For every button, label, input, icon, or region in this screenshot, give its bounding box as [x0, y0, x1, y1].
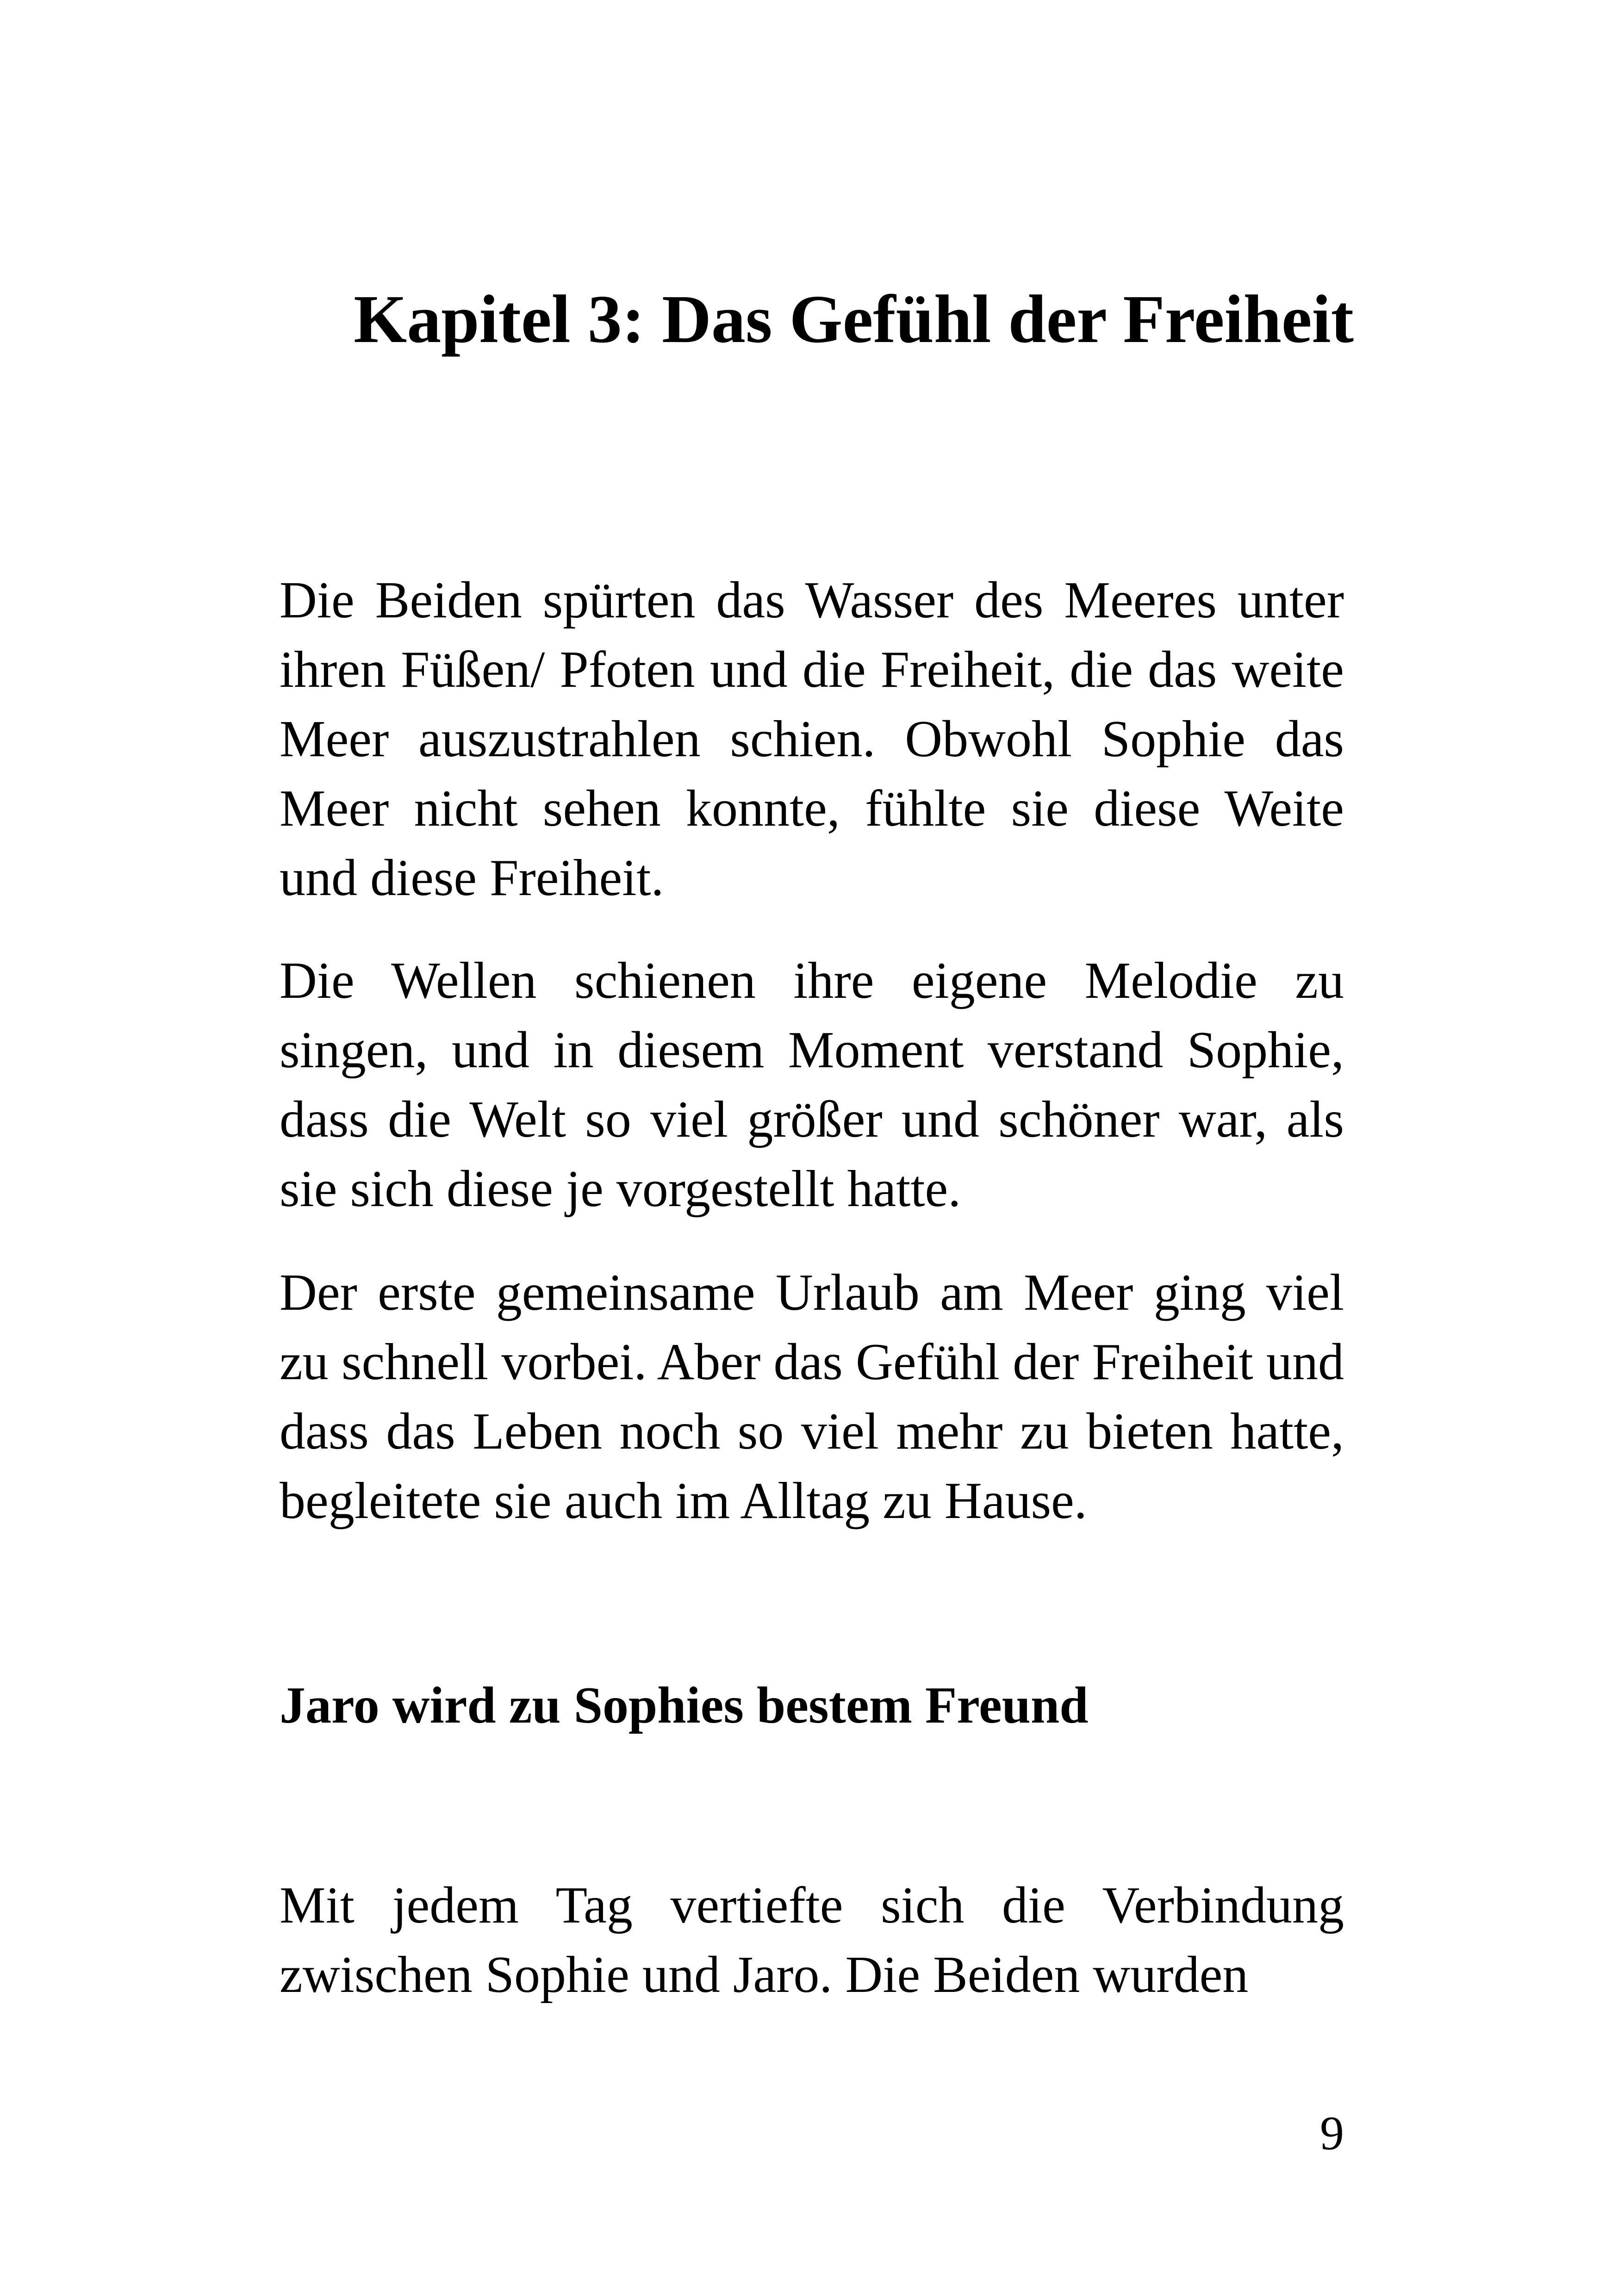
- section-heading: Jaro wird zu Sophies bestem Freund: [280, 1677, 1089, 1734]
- paragraph: Mit jedem Tag vertiefte sich die Verbindung zwischen Sophie und Jaro. Die Beiden wurden: [280, 1877, 1344, 2004]
- paragraph: Der erste gemeinsame Urlaub am Meer ging viel zu schnell vorbei. Aber das Gefühl der Freiheit und dass das Leben noch so viel mehr zu bieten hatte, begleitete sie auch im Alltag zu Hause.: [280, 1264, 1344, 1530]
- page-number: 9: [1320, 2107, 1344, 2160]
- chapter-title: Kapitel 3: Das Gefühl der Freiheit: [354, 281, 1354, 357]
- paragraph: Die Wellen schienen ihre eigene Melodie zu singen, und in diesem Moment verstand Sophie, dass die Welt so viel größer und schöner war, als sie sich diese je vorgestellt hatte.: [280, 952, 1344, 1218]
- paragraph: Die Beiden spürten das Wasser des Meeres unter ihren Füßen/ Pfoten und die Freiheit, die das weite Meer auszustrahlen schien. Obwohl Sophie das Meer nicht sehen konnte, fühlte sie diese Weite und diese Freiheit.: [280, 572, 1344, 907]
